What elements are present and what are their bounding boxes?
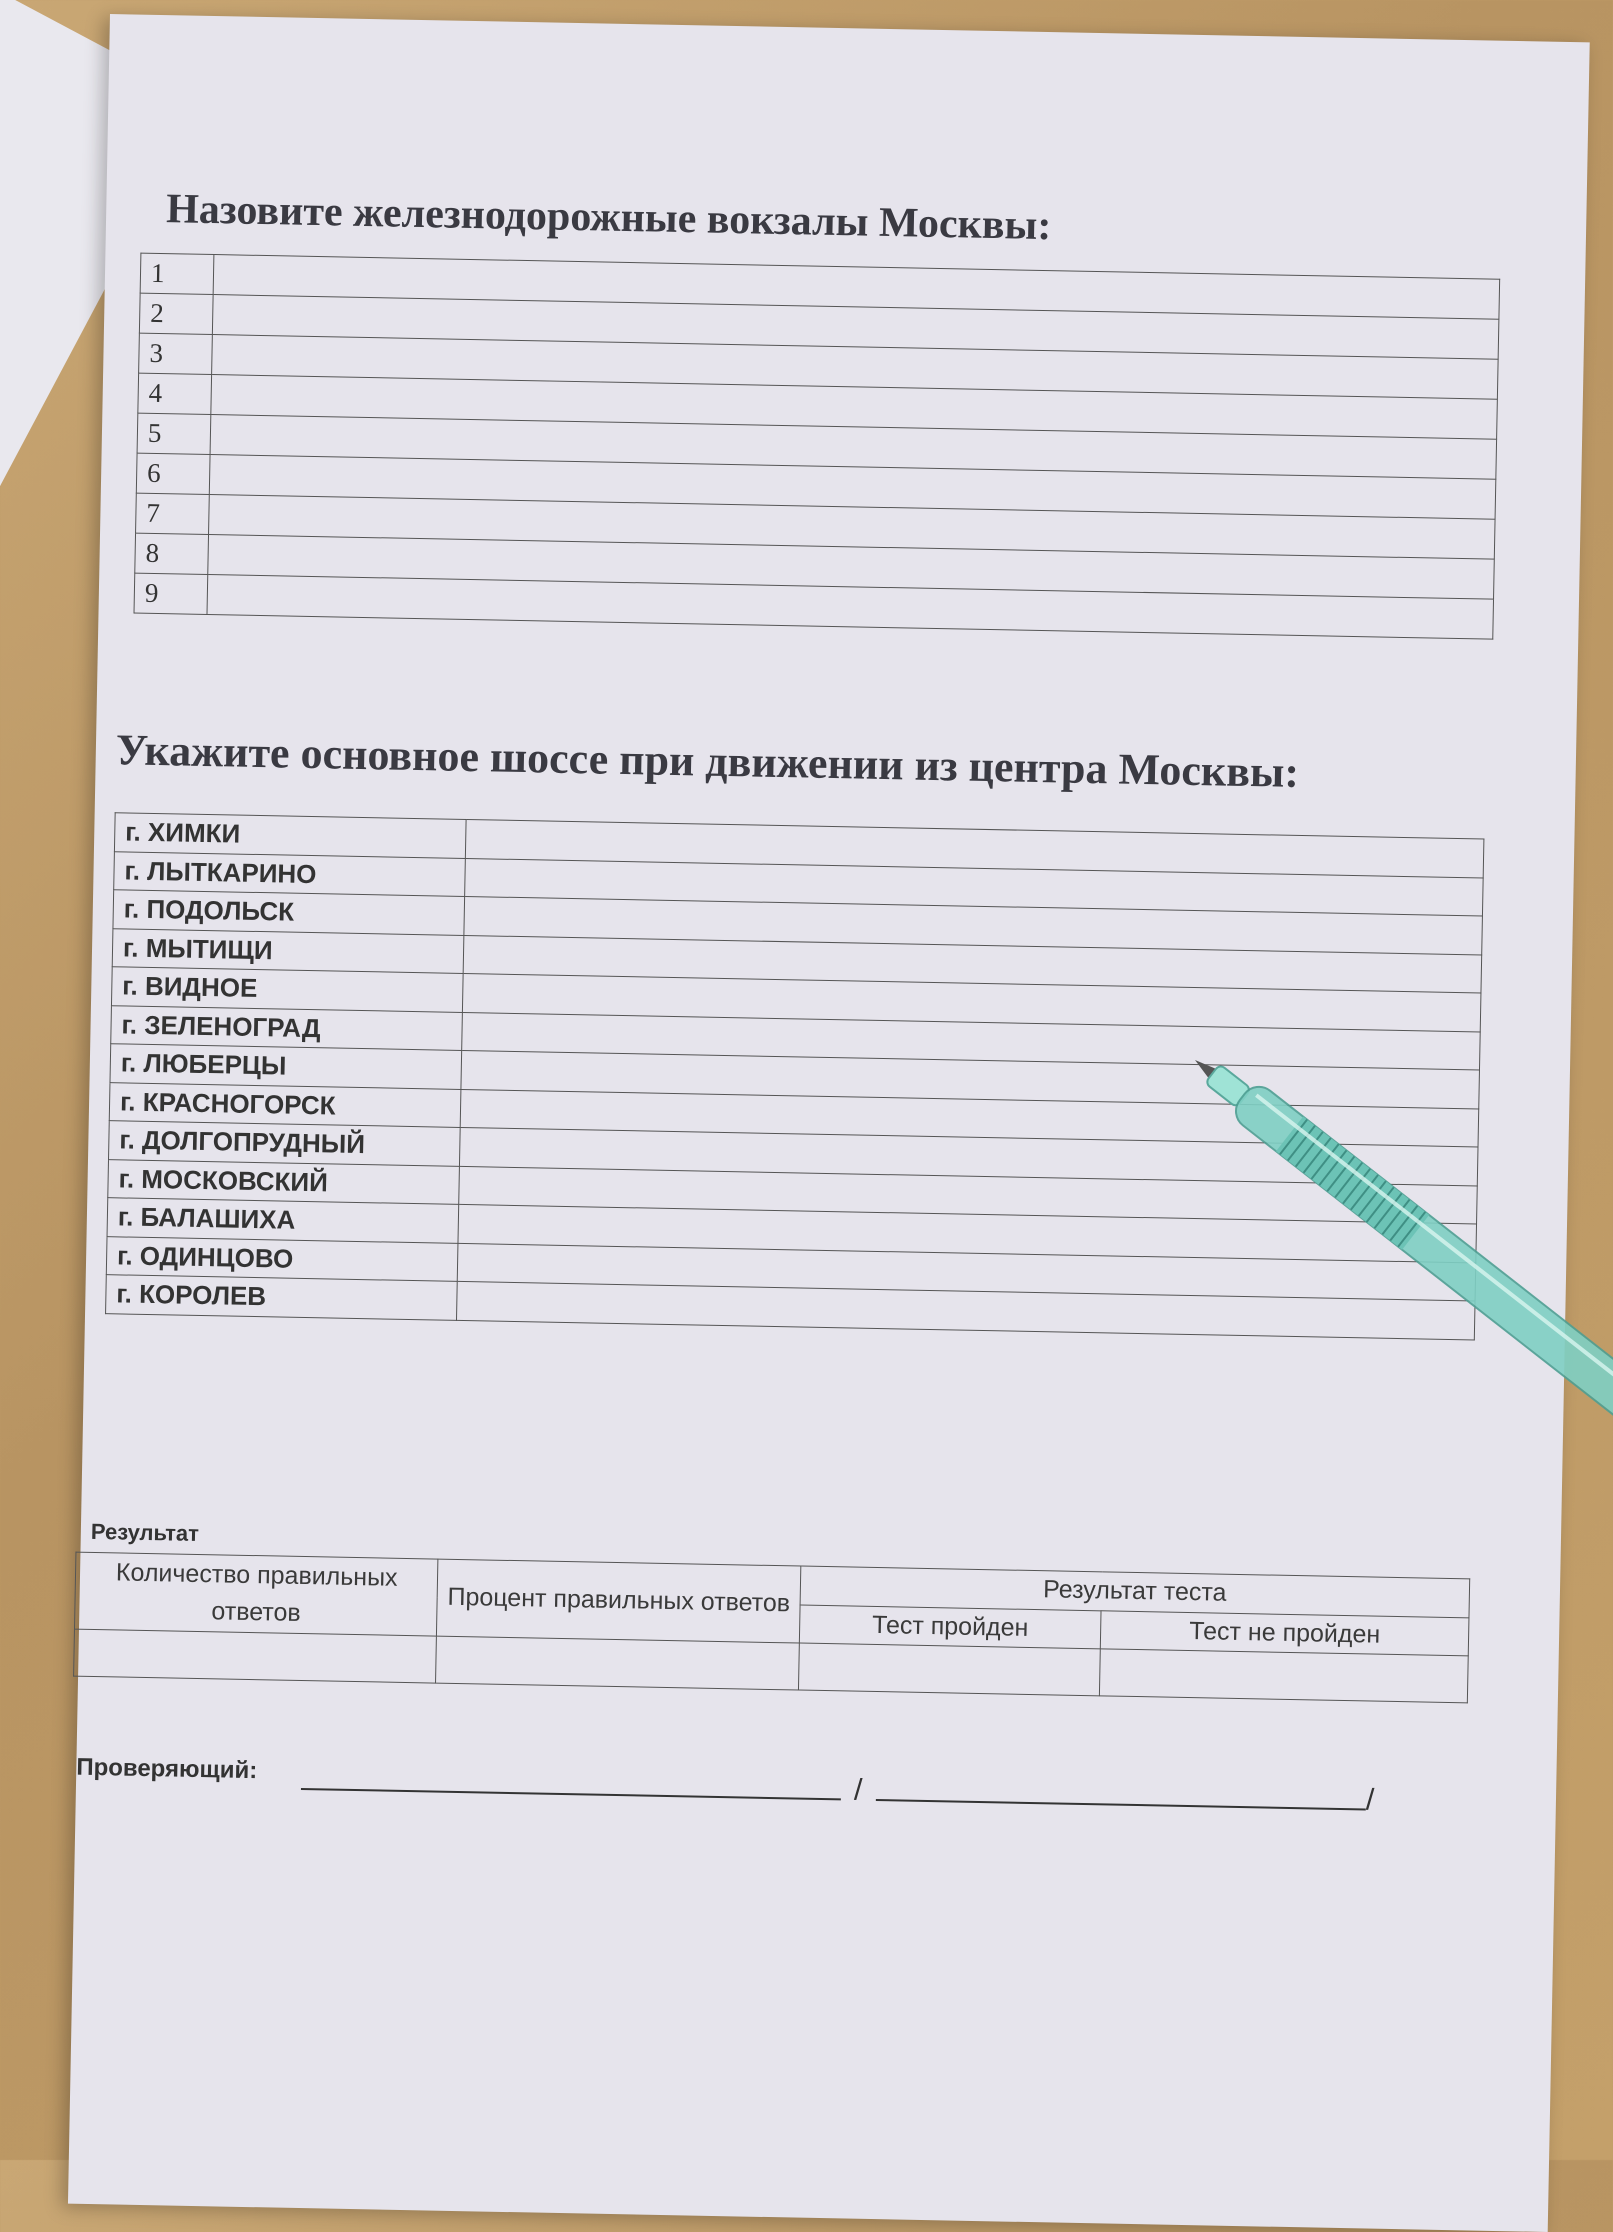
city-name: г. ЛЮБЕРЦЫ xyxy=(110,1044,462,1089)
section2-title: Укажите основное шоссе при движении из центра Москвы: xyxy=(115,725,1300,797)
slash-separator-end: / xyxy=(1365,1783,1375,1817)
station-row-number: 2 xyxy=(139,293,213,334)
result-table xyxy=(73,1552,1470,1704)
header-correct-percent: Процент правильных ответов xyxy=(437,1559,801,1643)
station-row-number: 9 xyxy=(134,573,208,614)
ballpoint-pen-icon xyxy=(1195,1060,1613,1520)
station-row-number: 6 xyxy=(136,453,210,494)
header-test-result: Результат теста xyxy=(800,1566,1470,1617)
test-passed-field[interactable] xyxy=(798,1643,1100,1696)
city-name: г. ПОДОЛЬСК xyxy=(113,890,465,935)
slash-separator: / xyxy=(853,1773,863,1807)
station-row-number: 4 xyxy=(138,373,212,414)
city-name: г. БАЛАШИХА xyxy=(107,1198,459,1243)
result-label: Результат xyxy=(90,1518,200,1546)
stations-table xyxy=(133,253,1500,640)
city-name: г. КОРОЛЕВ xyxy=(106,1275,458,1320)
test-failed-field[interactable] xyxy=(1100,1649,1469,1703)
checker-label: Проверяющий: xyxy=(76,1753,258,1785)
station-row-number: 1 xyxy=(140,253,214,294)
city-name: г. КРАСНОГОРСК xyxy=(109,1082,461,1127)
header-test-passed: Тест пройден xyxy=(799,1605,1101,1649)
city-name: г. ЛЫТКАРИНО xyxy=(114,851,466,896)
city-name: г. ЗЕЛЕНОГРАД xyxy=(111,1005,463,1050)
correct-count-field[interactable] xyxy=(74,1629,437,1683)
header-test-failed: Тест не пройден xyxy=(1101,1610,1469,1656)
city-name: г. ВИДНОЕ xyxy=(111,967,463,1012)
correct-percent-field[interactable] xyxy=(436,1636,799,1690)
city-name: г. ХИМКИ xyxy=(114,813,466,858)
header-correct-count: Количество правильных ответов xyxy=(74,1552,438,1636)
city-name: г. МОСКОВСКИЙ xyxy=(108,1159,460,1204)
station-row-number: 7 xyxy=(136,493,210,534)
city-name: г. ДОЛГОПРУДНЫЙ xyxy=(109,1121,461,1166)
station-row-number: 3 xyxy=(139,333,213,374)
pen-grip xyxy=(1276,1117,1429,1250)
pen-barrel xyxy=(1229,1080,1613,1435)
section1-title: Назовите железнодорожные вокзалы Москвы: xyxy=(165,186,1052,250)
checker-signature-line[interactable] xyxy=(301,1788,841,1800)
checker-name-line[interactable] xyxy=(876,1799,1366,1810)
station-row-number: 8 xyxy=(135,533,209,574)
station-row-number: 5 xyxy=(137,413,211,454)
city-name: г. МЫТИЩИ xyxy=(112,928,464,973)
city-name: г. ОДИНЦОВО xyxy=(106,1236,458,1281)
